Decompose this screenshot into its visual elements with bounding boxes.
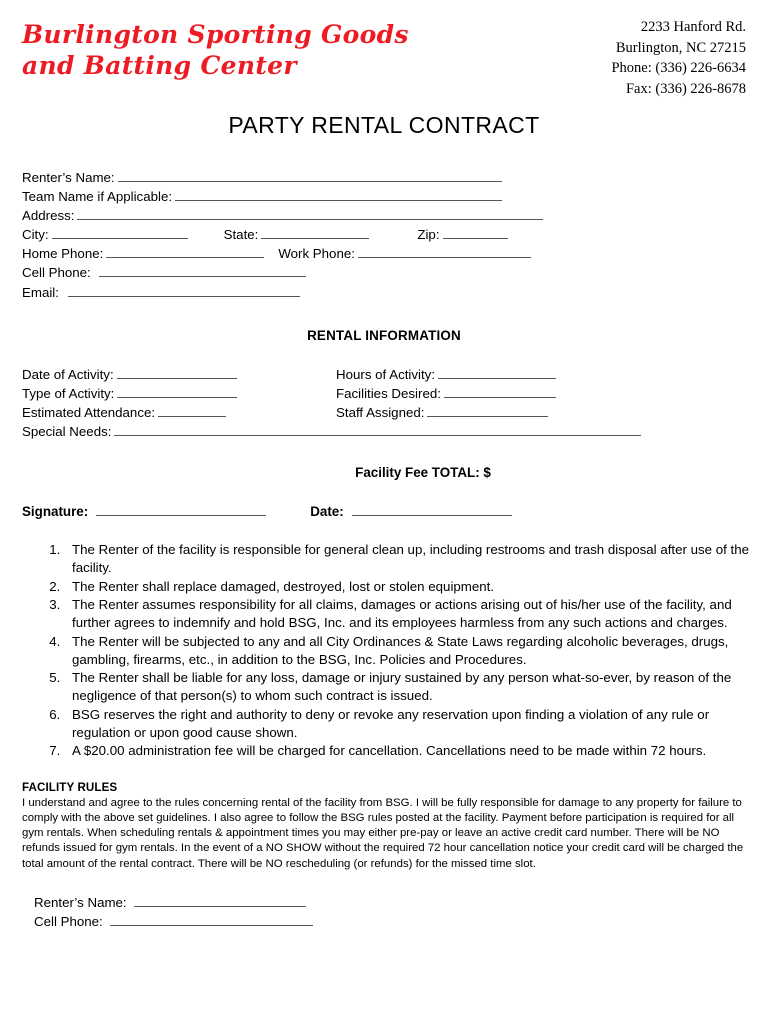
list-item: 1. The Renter of the facility is responsible for general clean up, including restrooms and trash disposal after use of the facility. xyxy=(64,541,768,578)
rental-information-heading: RENTAL INFORMATION xyxy=(307,327,461,343)
hours-of-activity-input[interactable] xyxy=(438,365,556,379)
company-phone: Phone: (336) 226-6634 xyxy=(611,60,746,77)
terms-list xyxy=(0,541,768,761)
field-row-footer-renter-name xyxy=(34,892,746,911)
work-phone-input[interactable] xyxy=(358,244,531,258)
company-fax: Fax: (336) 226-8678 xyxy=(625,80,746,97)
estimated-attendance-label: Estimated Attendance: xyxy=(22,404,156,420)
zip-input[interactable] xyxy=(443,225,508,239)
footer-renter-name-input[interactable] xyxy=(134,893,306,907)
list-item: 6. BSG reserves the right and authority to deny or revoke any reservation upon finding a violation of any rule or regulation or upon good cause shown. xyxy=(64,706,768,743)
page-title: PARTY RENTAL CONTRACT xyxy=(228,112,540,138)
company-city-state-zip: Burlington, NC 27215 xyxy=(615,39,746,56)
list-item: 7. A $20.00 administration fee will be charged for cancellation. Cancellations need to be made within 72 hours. xyxy=(64,742,768,760)
field-row-facilities-desired xyxy=(336,384,746,403)
list-item: 5. The Renter shall be liable for any loss, damage or injury sustained by any person what-so-ever, by reason of the negligence of that person(s) to whom such contract is issued. xyxy=(64,669,768,706)
hours-of-activity-label: Hours of Activity: xyxy=(336,366,436,382)
home-phone-input[interactable] xyxy=(106,244,264,258)
state-label: State: xyxy=(223,227,259,243)
rental-info-right-column xyxy=(336,365,746,422)
work-phone-label: Work Phone: xyxy=(278,246,355,262)
logo-line-1: Burlington Sporting Goods xyxy=(22,20,409,49)
footer-cell-phone-input[interactable] xyxy=(110,912,313,926)
field-row-footer-cell-phone xyxy=(34,911,746,930)
field-row-type-of-activity xyxy=(22,384,336,403)
renter-name-label: Renter’s Name: xyxy=(22,170,115,185)
field-row-city-state-zip xyxy=(22,225,746,244)
signature-input[interactable] xyxy=(96,502,266,516)
renter-information-block xyxy=(0,168,768,302)
logo-line-2: and Batting Center xyxy=(22,50,297,80)
type-of-activity-label: Type of Activity: xyxy=(22,385,115,401)
company-contact-block xyxy=(611,17,746,99)
field-row-team-name xyxy=(22,187,746,206)
field-row-renter-name xyxy=(22,168,746,187)
signature-row xyxy=(0,502,768,519)
facility-rules-body: I understand and agree to the rules concerning rental of the facility from BSG. I will be fully responsible for damage to any property for failure to comply with the above set guidelines. I also agree to follow the BSG rules posted at the facility. Payment before participation is required for all gym rentals. When scheduling rentals & appointment times you may either pre-pay or leave an active credit card number. There will be NO refunds issued for gym rentals. In the event of a NO SHOW without the required 72 hour cancellation notice your credit card will be charged the total amount of the rental contract. There will be NO rescheduling (or refunds) for the missed time slot. xyxy=(22,796,744,870)
rental-information-columns xyxy=(0,365,768,422)
address-input[interactable] xyxy=(77,206,543,220)
city-input[interactable] xyxy=(52,225,188,239)
type-of-activity-input[interactable] xyxy=(117,384,237,398)
list-item: 4. The Renter will be subjected to any and all City Ordinances & State Laws regarding alcoholic beverages, drugs, gambling, firearms, etc., in addition to the BSG, Inc. Policies and Procedures. xyxy=(64,633,768,670)
renter-name-input[interactable] xyxy=(118,168,502,182)
field-row-phones xyxy=(22,244,746,263)
facilities-desired-label: Facilities Desired: xyxy=(336,385,441,401)
company-logo xyxy=(22,20,409,81)
email-input[interactable] xyxy=(68,283,300,297)
team-name-input[interactable] xyxy=(175,187,502,201)
address-label: Address: xyxy=(22,208,75,224)
field-row-address xyxy=(22,206,746,225)
field-row-estimated-attendance xyxy=(22,403,336,422)
footer-fields-block xyxy=(12,892,768,930)
footer-cell-phone-label: Cell Phone: xyxy=(34,914,103,930)
rental-info-left-column xyxy=(22,365,336,422)
staff-assigned-label: Staff Assigned: xyxy=(336,404,425,420)
special-needs-block xyxy=(0,422,768,441)
special-needs-label: Special Needs: xyxy=(22,423,112,439)
facilities-desired-input[interactable] xyxy=(444,384,556,398)
date-label: Date: xyxy=(310,504,344,520)
cell-phone-input[interactable] xyxy=(99,263,306,277)
facility-fee-total-row xyxy=(0,465,768,480)
team-name-label: Team Name if Applicable: xyxy=(22,189,173,205)
cell-phone-label: Cell Phone: xyxy=(22,265,91,281)
special-needs-input[interactable] xyxy=(114,422,641,436)
state-input[interactable] xyxy=(261,225,369,239)
facility-fee-total-label: Facility Fee TOTAL: $ xyxy=(355,465,491,481)
footer-renter-name-label: Renter’s Name: xyxy=(34,895,127,911)
date-of-activity-input[interactable] xyxy=(117,365,237,379)
document-header xyxy=(0,0,768,98)
company-street: 2233 Hanford Rd. xyxy=(640,19,746,35)
date-input[interactable] xyxy=(352,502,512,516)
field-row-date-of-activity xyxy=(22,365,336,384)
list-item: 2. The Renter shall replace damaged, destroyed, lost or stolen equipment. xyxy=(64,578,768,596)
staff-assigned-input[interactable] xyxy=(427,403,548,417)
field-row-staff-assigned xyxy=(336,403,746,422)
email-label: Email: xyxy=(22,284,59,300)
estimated-attendance-input[interactable] xyxy=(158,403,226,417)
home-phone-label: Home Phone: xyxy=(22,246,104,262)
field-row-special-needs xyxy=(22,422,746,441)
city-label: City: xyxy=(22,227,49,243)
date-of-activity-label: Date of Activity: xyxy=(22,366,114,382)
field-row-hours-of-activity xyxy=(336,365,746,384)
field-row-cell-phone xyxy=(22,263,746,282)
field-row-email xyxy=(22,283,746,302)
facility-rules-heading: FACILITY RULES xyxy=(22,780,118,794)
list-item: 3. The Renter assumes responsibility for all claims, damages or actions arising out of his/her use of the facility, and further agrees to indemnify and hold BSG, Inc. and its employees harmless from any such actions and charges. xyxy=(64,596,768,633)
signature-label: Signature: xyxy=(22,504,89,520)
zip-label: Zip: xyxy=(417,227,440,243)
